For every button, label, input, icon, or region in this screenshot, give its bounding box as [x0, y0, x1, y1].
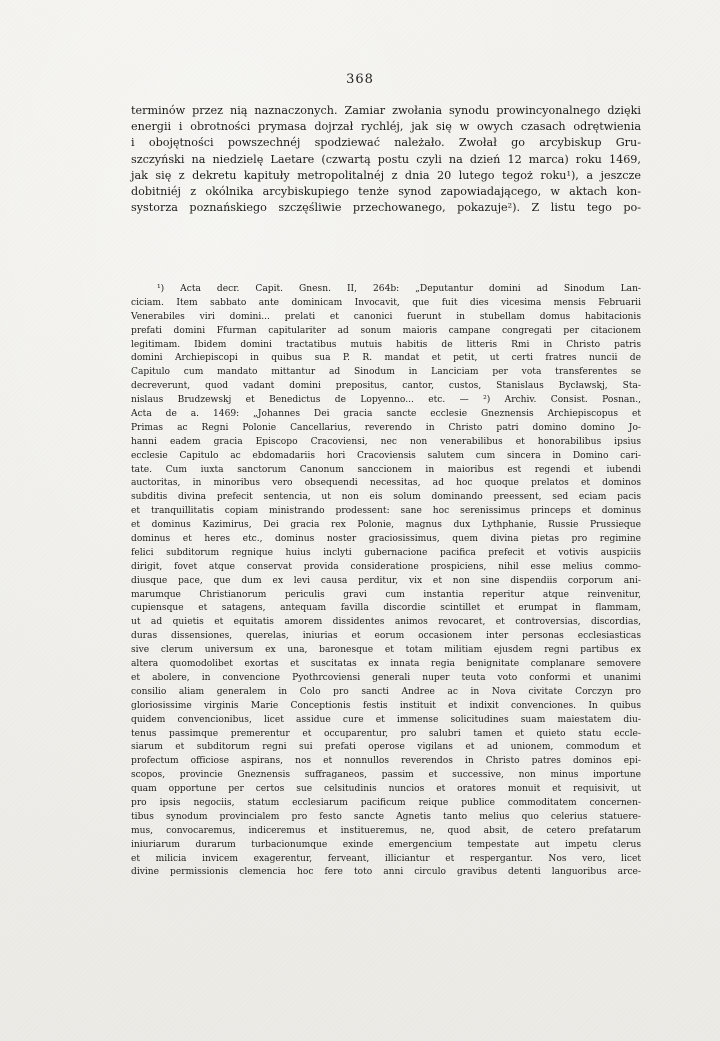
footnote-line: gloriosissime virginis Marie Conceptionis festis instituit et indixit convenciones. In quibus [131, 700, 641, 711]
footnote-line [131, 894, 641, 908]
footnote-line: profectum officiose aspirans, nos et nonnullos reverendos in Christo patres dominos epi- [131, 756, 641, 767]
footnote-line: cupiensque et satagens, antequam favilla discordie scintillet et erumpat in flammam, [131, 603, 641, 614]
text-line: systorza poznańskiego szczęśliwie przechowanego, pokazuje²). Z listu tego po- [131, 201, 641, 215]
footnote-line: diusque pace, que dum ex levi causa perditur, vix et non sine dispendiis corporum ani- [131, 575, 641, 586]
footnote-line: nislaus Brudzewskj et Benedictus de Lopyenno... etc. — ²) Archiv. Consist. Posnan., [131, 395, 641, 406]
footnote-line: et dominus Kazimirus, Dei gracia rex Polonie, magnus dux Lythphanie, Russie Prussieque [131, 520, 641, 531]
text-line: energii i obrotności prymasa dojrzał rychléj, jak się w owych czasach odrętwienia [131, 120, 641, 134]
footnote-line: felici subditorum regnique huius inclyti gubernacione pacifica prefecit et votivis auspiciis [131, 547, 641, 558]
footnote-line: auctoritas, in minoribus vero obsequendi necessitas, ad hoc quoque prelatos et dominos [131, 478, 641, 489]
footnote-line: domini Archiepiscopi in quibus sua P. R. mandat et petit, ut certi fratres nuncii de [131, 353, 641, 364]
footnote-line: prefati domini Ffurman capitulariter ad sonum maioris campane congregati per citacionem [131, 325, 641, 336]
footnote-line: duras dissensiones, querelas, iniurias et eorum occasionem inter personas ecclesiasticas [131, 631, 641, 642]
footnotes [131, 283, 641, 908]
footnote-line: et tranquillitatis copiam ministrando prodessent: sane hoc serenissimus princeps et dominus [131, 506, 641, 517]
footnote-line: pro ipsis negociis, statum ecclesiarum pacificum reique publice commoditatem concernen- [131, 797, 641, 808]
footnote-line: sive clerum universum ex una, baronesque et totam militiam ejusdem regni partibus ex [131, 645, 641, 656]
text-line: terminów przez nią naznaczonych. Zamiar zwołania synodu prowincyonalnego dzięki [131, 104, 641, 117]
footnote-line: Primas ac Regni Polonie Cancellarius, reverendo in Christo patri domino domino Jo- [131, 422, 641, 433]
footnote-line: scopos, provincie Gneznensis suffraganeos, passim et successive, non minus importune [131, 770, 641, 781]
footnote-line: iniuriarum durarum turbacionumque exinde emergencium tempestate aut impetu clerus [131, 839, 641, 850]
footnote-line: mus, convocaremus, indiceremus et institueremus, ne, quod absit, de cetero prefatarum [131, 825, 641, 836]
footnote-line: decreverunt, quod vadant domini prepositus, cantor, custos, Stanislaus Bycławskj, Sta- [131, 381, 641, 392]
footnote-line: Acta de a. 1469: „Johannes Dei gracia sancte ecclesie Gneznensis Archiepiscopus et [131, 409, 641, 420]
footnote-line: hanni eadem gracia Episcopo Cracoviensi, nec non venerabilibus et honorabilibus ipsius [131, 436, 641, 447]
page-number: 368 [346, 72, 374, 87]
footnote-line: marumque Christianorum periculis gravi cum instantia reperitur atque reinvenitur, [131, 589, 641, 600]
footnote-line: ut ad quietis et equitatis amorem dissidentes animos revocaret, et controversias, discordias, [131, 617, 641, 628]
footnote-line [131, 880, 641, 894]
footnote-line: tibus synodum provincialem pro festo sancte Agnetis tanto melius quo celerius statuere- [131, 811, 641, 822]
footnote-line: ¹) Acta decr. Capit. Gnesn. II, 264b: „Deputantur domini ad Sinodum Lan- [157, 284, 641, 294]
footnote-line: ecclesie Capitulo ac ebdomadariis hori Cracoviensis salutem cum sincera in Domino cari- [131, 450, 641, 461]
footnote-line: quam opportune per certos sue celsitudinis nuncios et oratores monuit et requisivit, ut [131, 784, 641, 795]
footnote-line: divine permissionis clemencia hoc fere toto anni circulo gravibus detenti languoribus arce- [131, 867, 641, 878]
text-line: dobitniéj z okólnika arcybiskupiego tenże synod zapowiadającego, w aktach kon- [131, 184, 641, 198]
footnote-line: et abolere, in convencione Pyothrcoviensi generali nuper teuta voto conformi et unanimi [131, 672, 641, 683]
footnote-line: Capitulo cum mandato mittantur ad Sinodum in Lanciciam per vota transferentes se [131, 367, 641, 378]
footnote-line: consilio aliam generalem in Colo pro sancti Andree ac in Nova civitate Corczyn pro [131, 686, 641, 697]
text-line: jak się z dekretu kapituły metropolitalnéj z dnia 20 lutego tegoż roku¹), a jeszcze [131, 168, 641, 182]
footnote-line: tenus passimque premerentur et occuparentur, pro salubri tamen et quieto statu eccle- [131, 728, 641, 739]
footnote-line: ciciam. Item sabbato ante dominicam Invocavit, que fuit dies vicesima mensis Februarii [131, 297, 641, 308]
footnote-line: legitimam. Ibidem domini tractatibus mutuis habitis de litteris Rmi in Christo patris [131, 339, 641, 350]
footnote-line: dominus et heres etc., dominus noster graciosissimus, quem divina pietas pro regimine [131, 534, 641, 545]
footnote-line: siarum et subditorum regni sui prefati operose vigilans et ad unionem, commodum et [131, 742, 641, 753]
footnote-line: altera quomodolibet exortas et suscitatas ex innata regia benignitate complanare semovere [131, 659, 641, 670]
main-text [131, 103, 641, 216]
footnote-line: quidem convencionibus, licet assidue cure et immense solicitudines suam maiestatem diu- [131, 714, 641, 725]
footnote-line: subditis divina prefecit sentencia, ut non eis solum dominando preessent, sed eciam pacis [131, 492, 641, 503]
footnote-line: dirigit, fovet atque conservat provida consideratione prospiciens, nihil esse melius commo- [131, 561, 641, 572]
footnote-line: et milicia invicem exagerentur, ferveant, illiciantur et respergantur. Nos vero, licet [131, 853, 641, 864]
footnote-line: tate. Cum iuxta sanctorum Canonum sanccionem in maioribus est regendi et iubendi [131, 464, 641, 475]
text-line: i obojętności powszechnéj spodziewać należało. Zwołał go arcybiskup Gru- [131, 136, 641, 150]
footnote-line: Venerabiles viri domini... prelati et canonici fuerunt in stubellam domus habitacionis [131, 311, 641, 322]
text-line: szczyński na niedzielę Laetare (czwartą postu czyli na dzień 12 marca) roku 1469, [131, 152, 641, 166]
